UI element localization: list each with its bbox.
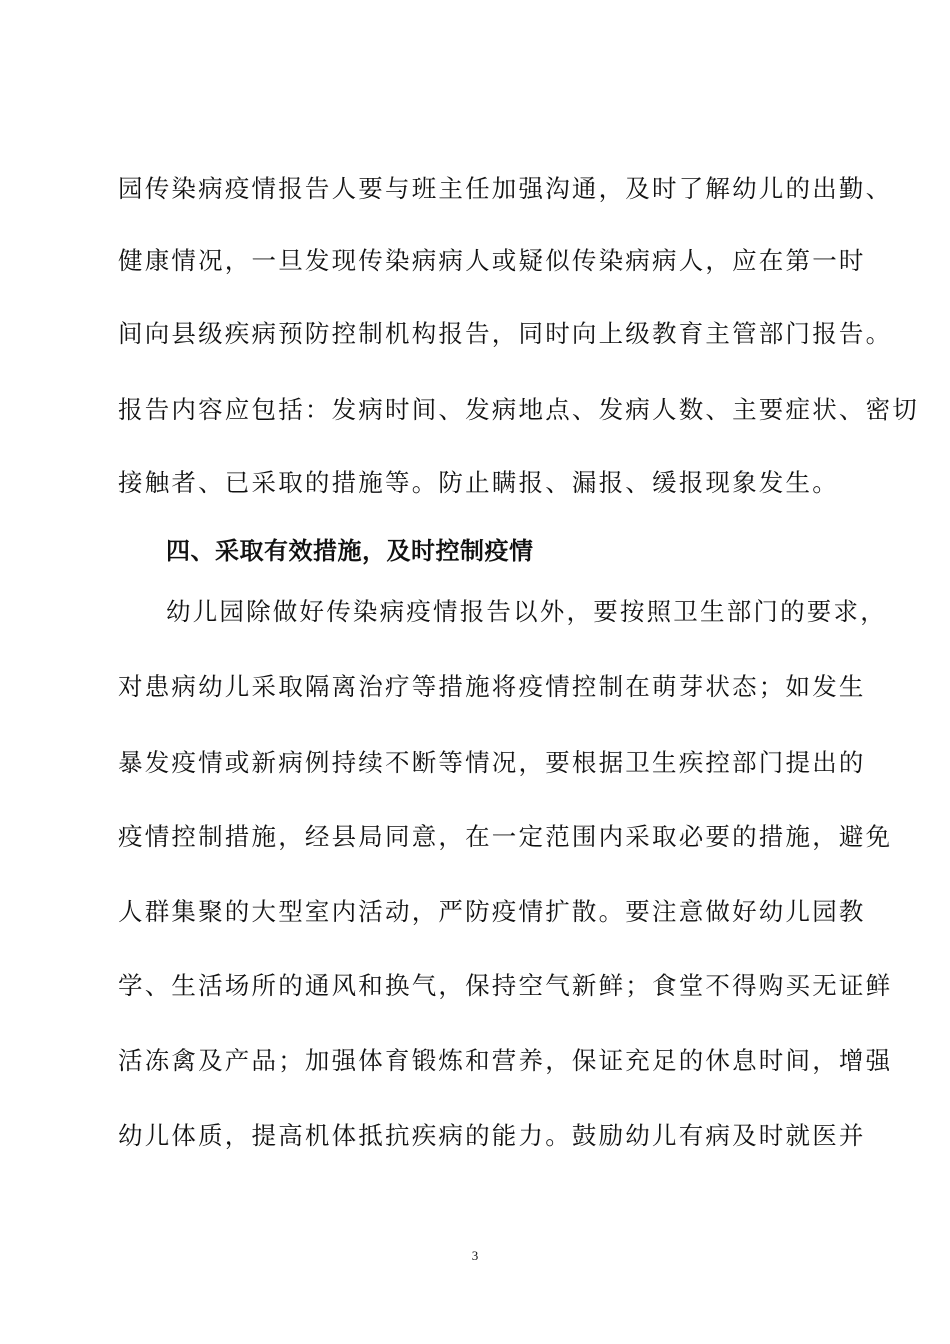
section-heading: 四、采取有效措施，及时控制疫情 (166, 537, 534, 565)
paragraph-2-line-8: 幼儿体质，提高机体抵抗疾病的能力。鼓励幼儿有病及时就医并 (118, 1121, 866, 1150)
paragraph-2-line-7: 活冻禽及产品；加强体育锻炼和营养，保证充足的休息时间，增强 (118, 1046, 893, 1075)
paragraph-1-line-2: 健康情况，一旦发现传染病病人或疑似传染病病人，应在第一时 (118, 246, 866, 275)
paragraph-2-line-2: 对患病幼儿采取隔离治疗等措施将疫情控制在萌芽状态；如发生 (118, 672, 866, 701)
paragraph-2-line-4: 疫情控制措施，经县局同意，在一定范围内采取必要的措施，避免 (118, 822, 893, 851)
paragraph-1-line-1: 园传染病疫情报告人要与班主任加强沟通，及时了解幼儿的出勤、 (118, 174, 893, 203)
paragraph-1-line-5: 接触者、已采取的措施等。防止瞒报、漏报、缓报现象发生。 (118, 468, 839, 497)
paragraph-1-line-3: 间向县级疾病预防控制机构报告，同时向上级教育主管部门报告。 (118, 319, 893, 348)
paragraph-1-line-4: 报告内容应包括：发病时间、发病地点、发病人数、主要症状、密切 (118, 395, 919, 424)
paragraph-2-line-3: 暴发疫情或新病例持续不断等情况，要根据卫生疾控部门提出的 (118, 748, 866, 777)
paragraph-2-line-5: 人群集聚的大型室内活动，严防疫情扩散。要注意做好幼儿园教 (118, 897, 866, 926)
paragraph-2-line-6: 学、生活场所的通风和换气，保持空气新鲜；食堂不得购买无证鲜 (118, 971, 893, 1000)
page-number: 3 (471, 1248, 479, 1263)
paragraph-2-line-1: 幼儿园除做好传染病疫情报告以外，要按照卫生部门的要求， (166, 597, 887, 626)
